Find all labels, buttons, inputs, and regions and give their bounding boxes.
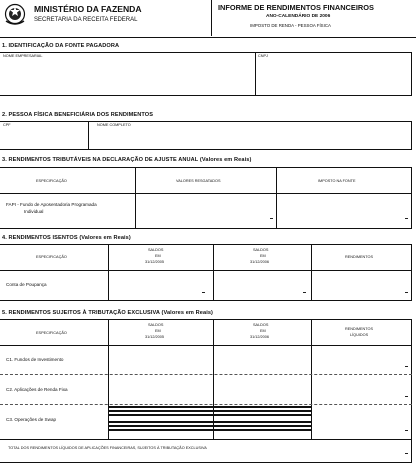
row-separator	[0, 374, 412, 375]
amount-mark	[270, 218, 273, 219]
section1-cnpj-label: CNPJ	[258, 54, 268, 58]
section5-col-balance1-line3: 31/12/2005	[145, 335, 165, 339]
section5-rows-bottom-rule	[0, 439, 412, 440]
coat-of-arms-icon	[4, 3, 26, 25]
section2-right-edge	[411, 121, 412, 149]
section1-divider	[255, 52, 256, 95]
section4-col-balance1-line3: 31/12/2005	[145, 260, 165, 264]
section5-col-balance2-line3: 31/12/2006	[250, 335, 270, 339]
shaded-bar	[108, 414, 311, 416]
section5-right-edge	[411, 319, 412, 463]
section2-divider	[88, 121, 89, 149]
section2-top-rule	[0, 121, 412, 122]
section5-col-net-line2: LÍQUIDOS	[350, 333, 369, 337]
section4-right-edge	[411, 244, 412, 300]
section3-col-values: VALORES RESGATADOS	[176, 179, 221, 183]
amount-mark	[405, 366, 408, 367]
header-bottom-rule	[0, 37, 416, 38]
section5-row-investment-funds: C1. Fundos de Investimento	[6, 357, 64, 362]
section4-row-savings: Conta de Poupança	[6, 282, 47, 287]
amount-mark	[405, 218, 408, 219]
shaded-bar	[108, 406, 311, 408]
section4-divider-a	[108, 244, 109, 300]
section4-top-rule	[0, 244, 412, 245]
year-label: ANO-CALENDÁRIO DE 2006	[266, 14, 331, 19]
section5-divider-c	[311, 319, 312, 439]
section5-col-balance2-line1: SALDOS	[253, 323, 269, 327]
section2-cpf-label: CPF	[3, 123, 11, 127]
amount-mark	[303, 292, 306, 293]
section3-top-rule	[0, 167, 412, 168]
form-title: INFORME DE RENDIMENTOS FINANCEIROS	[218, 3, 374, 12]
amount-mark	[202, 292, 205, 293]
section5-row-swap: C3. Operações de Swap	[6, 417, 57, 422]
section4-col-balance1-line2: EM	[155, 254, 161, 258]
shaded-bar	[108, 425, 311, 427]
section4-col-spec: ESPECIFICAÇÃO	[36, 255, 67, 259]
section4-col-balance1-line1: SALDOS	[148, 248, 164, 252]
section3-row-fapi-line1: FAPI - Fundo de Aposentadoria Programada	[6, 202, 97, 207]
section5-row-fixed-income: C2. Aplicações de Renda Fixa	[6, 387, 68, 392]
shaded-bar	[108, 421, 311, 423]
section5-title: 5. RENDIMENTOS SUJEITOS À TRIBUTAÇÃO EXCLUSIVA (Valores em Reais)	[2, 310, 214, 316]
section4-col-balance2-line1: SALDOS	[253, 248, 269, 252]
section2-name-label: NOME COMPLETO	[97, 123, 131, 127]
section5-col-balance1-line2: EM	[155, 329, 161, 333]
section3-row-fapi-line2: Individual	[24, 209, 44, 214]
amount-mark	[405, 292, 408, 293]
section4-divider-b	[213, 244, 214, 300]
section5-top-rule	[0, 319, 412, 320]
section4-title: 4. RENDIMENTOS ISENTOS (Valores em Reais)	[2, 235, 131, 241]
section3-col-spec: ESPECIFICAÇÃO	[36, 179, 67, 183]
section2-bottom-rule	[0, 149, 412, 150]
section5-bottom-rule	[0, 462, 412, 463]
section4-divider-c	[311, 244, 312, 300]
secretariat-name: SECRETARIA DA RECEITA FEDERAL	[34, 17, 138, 23]
ministry-name: MINISTÉRIO DA FAZENDA	[34, 4, 142, 14]
section3-header-rule	[0, 193, 412, 194]
section1-right-edge	[411, 52, 412, 95]
section4-col-income: RENDIMENTOS	[345, 255, 373, 259]
section5-total-label: TOTAL DOS RENDIMENTOS LÍQUIDOS DE APLICAÇÕES FINANCEIRAS, SUJEITOS À TRIBUTAÇÃO EXCLUSIVA	[8, 446, 207, 450]
form-subtitle: IMPOSTO DE RENDA - PESSOA FÍSICA	[250, 23, 331, 28]
section4-col-balance2-line3: 31/12/2006	[250, 260, 270, 264]
section5-col-spec: ESPECIFICAÇÃO	[36, 331, 67, 335]
section1-top-rule	[0, 52, 412, 53]
section5-col-balance2-line2: EM	[260, 329, 266, 333]
amount-mark	[405, 453, 408, 454]
amount-mark	[405, 430, 408, 431]
section3-divider-a	[135, 167, 136, 228]
section1-name-label: NOME EMPRESARIAL	[3, 54, 43, 58]
shaded-bar	[108, 410, 311, 412]
section3-title: 3. RENDIMENTOS TRIBUTÁVEIS NA DECLARAÇÃO DE AJUSTE ANUAL (Valores em Reais)	[2, 157, 252, 163]
section3-bottom-rule	[0, 228, 412, 229]
section3-divider-b	[276, 167, 277, 228]
row-separator	[0, 404, 412, 405]
section3-col-tax: IMPOSTO NA FONTE	[318, 179, 356, 183]
section5-col-net-line1: RENDIMENTOS	[345, 327, 373, 331]
section2-title: 2. PESSOA FÍSICA BENEFICIÁRIA DOS RENDIMENTOS	[2, 112, 154, 118]
section1-bottom-rule	[0, 95, 412, 96]
section4-header-rule	[0, 270, 412, 271]
section4-col-balance2-line2: EM	[260, 254, 266, 258]
header-divider	[211, 0, 212, 36]
section5-col-balance1-line1: SALDOS	[148, 323, 164, 327]
amount-mark	[405, 396, 408, 397]
section4-bottom-rule	[0, 300, 412, 301]
section1-title: 1. IDENTIFICAÇÃO DA FONTE PAGADORA	[2, 43, 120, 49]
section5-header-rule	[0, 345, 412, 346]
section3-right-edge	[411, 167, 412, 228]
shaded-bar	[108, 429, 311, 431]
